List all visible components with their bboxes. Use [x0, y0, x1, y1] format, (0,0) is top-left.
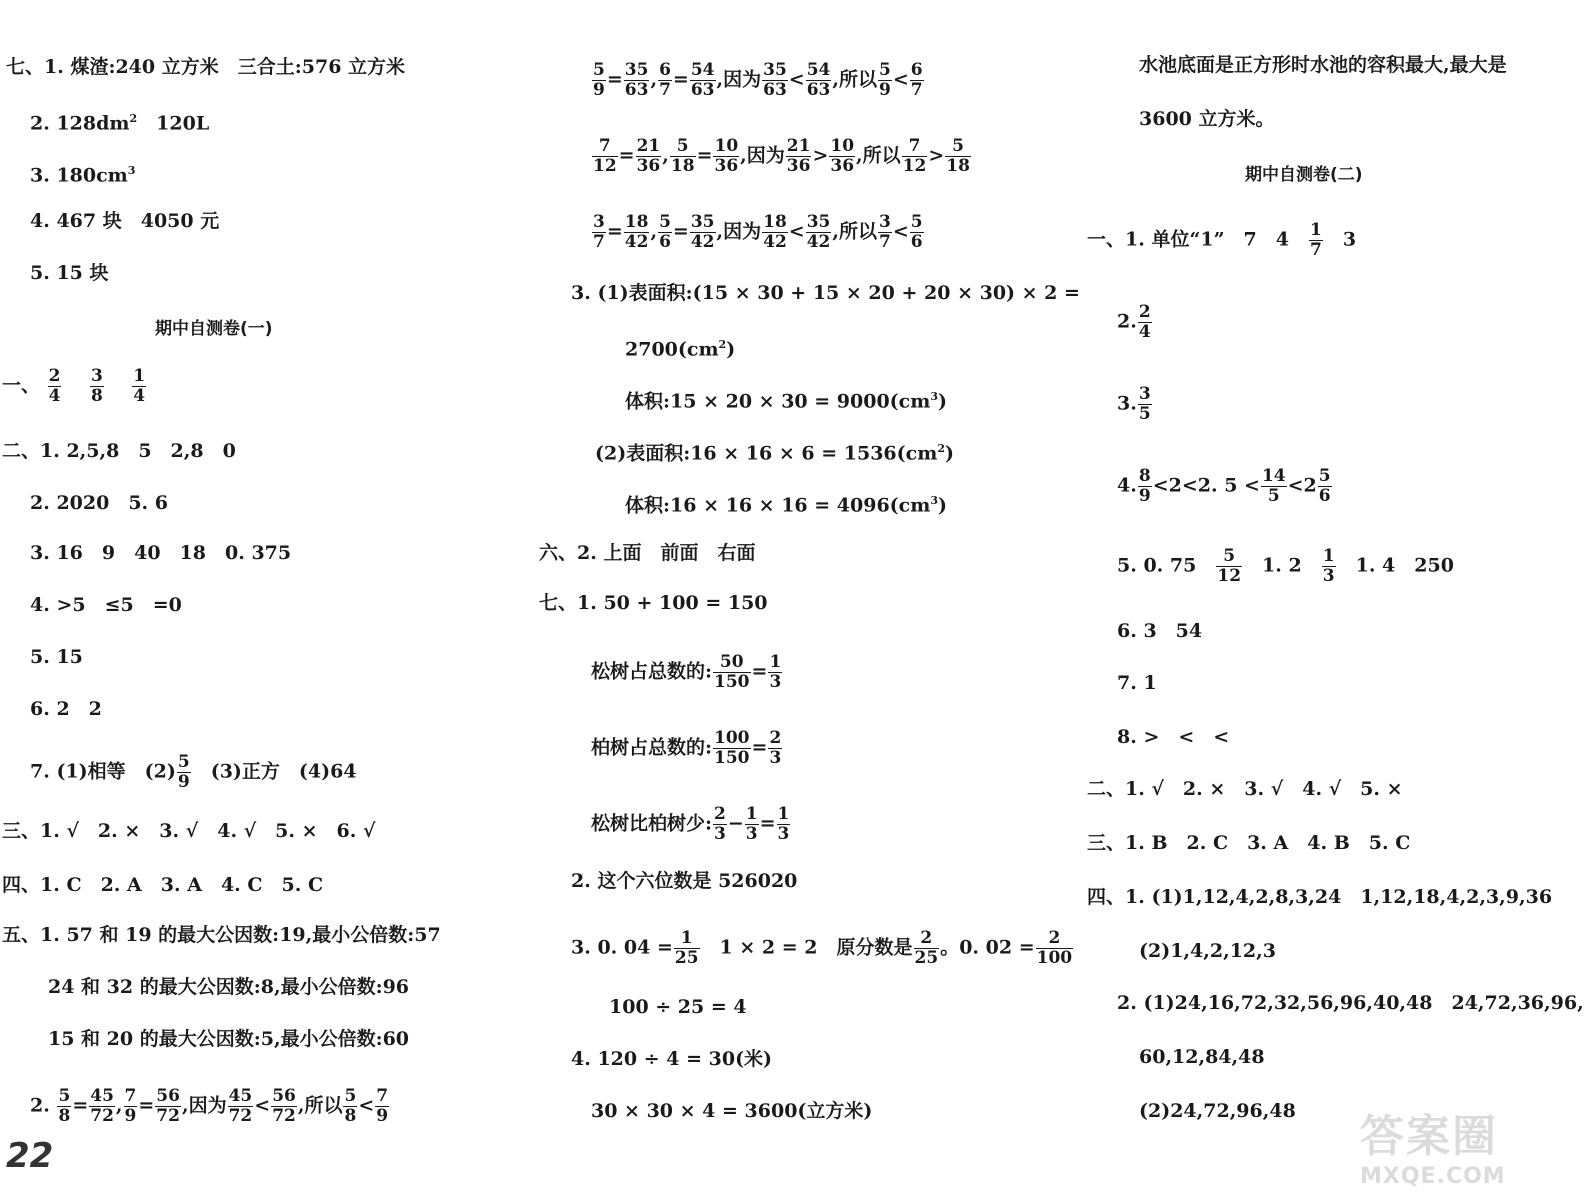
page-number: 22 — [6, 1136, 54, 1176]
answer-line: 3600 立方米。 — [1139, 108, 1275, 130]
answer-line: 四、1. (1)1,12,4,2,8,3,24 1,12,18,4,2,3,9,36 — [1087, 886, 1553, 908]
watermark-url: MXQE.COM — [1360, 1164, 1506, 1189]
fraction-compare-line: $\frac{5}{9}$ = $\frac{35}{63}$ , $\frac{6}{7}$ = $\frac{54}{63}$ ,因为 $\frac{35}{63}$ < $\frac{54}{63}$ ,所以 $\frac{5}{9}$ < $\frac{6}{7}$ — [593, 60, 923, 100]
answer-line — [30, 754, 357, 791]
fraction: $\frac{2}{4}$ — [48, 366, 61, 406]
answer-line: 七、1. 煤渣:240 立方米 三合土:576 立方米 — [6, 56, 406, 78]
answer-text: 7. (1)相等 (2) — [30, 760, 176, 783]
answer-text: 120L — [137, 112, 210, 135]
answer-line: 一、1. 单位“1” 7 4 $\frac{1}{7}$ 3 — [1087, 220, 1357, 260]
answer-line: 体积:15 × $20 \times 30 = 9000(cm^3)$ — [625, 390, 947, 413]
answer-line: 水池底面是正方形时水池的容积最大,最大是 — [1139, 54, 1507, 76]
answer-line: 60,12,84,48 — [1139, 1046, 1265, 1068]
answer-line: 七、1. 50 + 100 = 150 — [539, 592, 768, 614]
answer-line: 松树比柏树少: $\frac{2}{3}$ − $\frac{1}{3}$ = $\frac{1}{3}$ — [591, 804, 790, 844]
answer-line: 2. $\frac{2}{4}$ — [1117, 302, 1151, 342]
answer-line: 5. 15 块 — [30, 262, 109, 284]
section-heading: 期中自测卷(一) — [155, 319, 273, 339]
answer-line: 2. (1)24,16,72,32,56,96,40,48 24,72,36,96, — [1117, 992, 1584, 1014]
section-heading: 期中自测卷(二) — [1245, 165, 1363, 185]
answer-text: (3)正方 (4)64 — [191, 760, 357, 783]
fraction-compare-line: $\frac{7}{12}$ = $\frac{21}{36}$ , $\frac{5}{18}$ = $\frac{10}{36}$ ,因为 $\frac{21}{36}$ > $\frac{10}{36}$ ,所以 $\frac{7}{12}$ > $\frac{5}{18}$ — [593, 136, 970, 176]
answer-line: 4. >5 ≤5 =0 — [30, 594, 182, 616]
answer-text: 2. 128dm — [30, 112, 130, 135]
answer-line: 四、1. C 2. A 3. A 4. C 5. C — [2, 874, 324, 896]
fraction: $\frac{3}{8}$ — [90, 366, 103, 406]
answer-line — [2, 368, 147, 405]
column-right — [1085, 0, 1584, 1196]
answer-line: 三、1. √ 2. × 3. √ 4. √ 5. × 6. √ — [2, 820, 376, 842]
answer-line: 4. 120 ÷ 4 = 30(米) — [571, 1048, 773, 1070]
answer-text: 3. 180cm — [30, 164, 128, 187]
answer-line: 2. $\frac{5}{8}$ = $\frac{45}{72}$ , $\frac{7}{9}$ = $\frac{56}{72}$ ,因为 $\frac{45}{72}$ < $\frac{56}{72}$ ,所以 $\frac{5}{8}$ < $\frac{7}{9}$ — [30, 1086, 389, 1126]
answer-line: (2)表面积:16 × $16 \times 6 = 1536(cm^2)$ — [595, 442, 954, 465]
answer-line: 松树占总数的: $\frac{50}{150}$ = $\frac{1}{3}$ — [591, 652, 782, 692]
watermark-logo-text: 答案圈 — [1360, 1111, 1498, 1162]
answer-line: 5. 0. 75 $\frac{5}{12}$ 1. 2 $\frac{1}{3}$ 1. 4 250 — [1117, 546, 1454, 586]
answer-line: 2. 这个六位数是 526020 — [571, 870, 798, 892]
answer-line: 8. > < < — [1117, 726, 1230, 748]
answer-line: 15 和 20 的最大公因数:5,最小公倍数:60 — [48, 1028, 410, 1050]
answer-line: 三、1. B 2. C 3. A 4. B 5. C — [1087, 832, 1411, 854]
answer-line: 2. $128dm^2$ 120L — [30, 112, 210, 135]
fraction: $\frac{1}{4}$ — [133, 366, 146, 406]
answer-line: 五、1. 57 和 19 的最大公因数:19,最小公倍数:57 — [2, 924, 441, 946]
answer-line: (2)1,4,2,12,3 — [1139, 940, 1276, 962]
answer-line: 体积:16 × $16 \times 16 = 4096(cm^3)$ — [625, 494, 947, 517]
answer-line: (2)24,72,96,48 — [1139, 1100, 1296, 1122]
fraction-compare-line: $\frac{3}{7}$ = $\frac{18}{42}$ , $\frac{5}{6}$ = $\frac{35}{42}$ ,因为 $\frac{18}{42}$ < $\frac{35}{42}$ ,所以 $\frac{3}{7}$ < $\frac{5}{6}$ — [593, 212, 923, 252]
answer-line: 3. 16 9 40 18 0. 375 — [30, 542, 292, 564]
answer-line: 2. 2020 5. 6 — [30, 492, 169, 514]
answer-line: 柏树占总数的: $\frac{100}{150}$ = $\frac{2}{3}$ — [591, 728, 782, 768]
fraction: $\frac{5}{9}$ — [177, 752, 190, 792]
answer-line: 二、1. √ 2. × 3. √ 4. √ 5. × — [1087, 778, 1403, 800]
answer-line: 4. 467 块 4050 元 — [30, 210, 220, 232]
answer-line: 3. $\frac{3}{5}$ — [1117, 384, 1151, 424]
watermark-logo — [1360, 1100, 1530, 1190]
column-left — [0, 0, 520, 1196]
answer-line: 7. 1 — [1117, 672, 1157, 694]
answer-text: 2. — [30, 1094, 50, 1117]
answer-line: 5. 15 — [30, 646, 83, 668]
answer-line: 六、2. 上面 前面 右面 — [539, 542, 756, 564]
answer-line: 6. 2 2 — [30, 698, 102, 720]
answer-line: $2700(cm^2)$ — [625, 338, 736, 361]
answer-line: 二、1. 2,5,8 5 2,8 0 — [2, 440, 236, 462]
column-middle — [539, 0, 1080, 1196]
answer-line: 100 ÷ 25 = 4 — [609, 996, 747, 1018]
answer-line: 3. (1)表面积:(15 × 30 + 15 × 20 + 20 × 30) × 2 = — [571, 282, 1080, 304]
answer-line: 3. 0. 04 = $\frac{1}{25}$ 1 × 2 = 2 原分数是 $\frac{2}{25}$ 。0. 02 = $\frac{2}{100}$ — [571, 928, 1073, 968]
answer-line: 24 和 32 的最大公因数:8,最小公倍数:96 — [48, 976, 410, 998]
answer-line: 30 × 30 × 4 = 3600(立方米) — [591, 1100, 873, 1122]
answer-text: 一、 — [2, 374, 41, 397]
answer-line: 3. $180cm^3$ — [30, 164, 136, 187]
answer-line: 4. $\frac{8}{9}$ <2<2. 5 < $\frac{14}{5}$ <2 $\frac{5}{6}$ — [1117, 466, 1331, 506]
answer-line: 6. 3 54 — [1117, 620, 1203, 642]
